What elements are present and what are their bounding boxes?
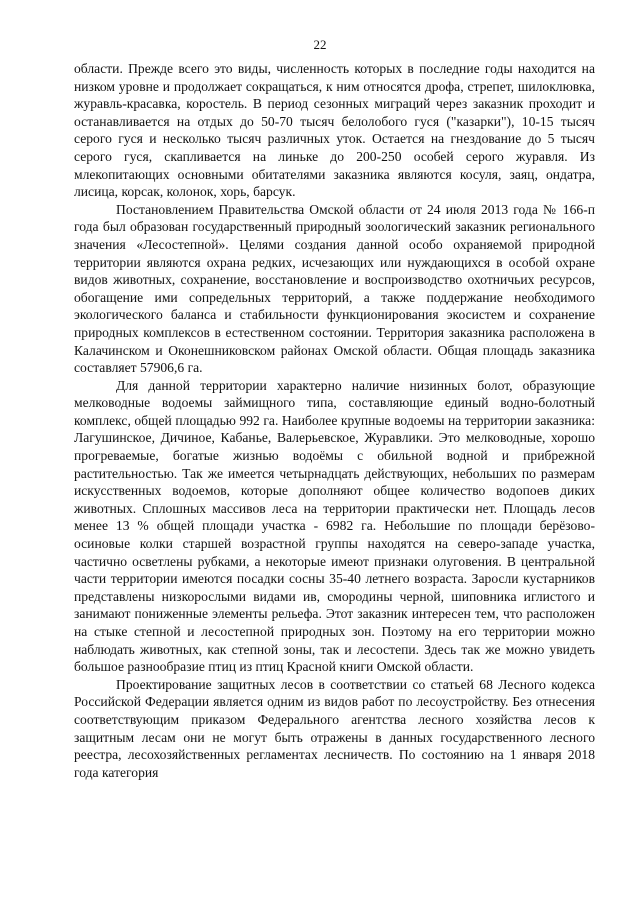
paragraph-2: Постановлением Правительства Омской области от 24 июля 2013 года № 166-п года был образован государственный природный зоологический заказник регионального значения «Лесостепной». Целями создания данной особо охраняемой природной территории являются охрана редких, исчезающих или нуждающихся в особой охране видов животных, сохранение, восстановление и воспроизводство охотничьих ресурсов, обогащение ими сопредельных территорий, а также поддержание необходимого экологического баланса и стабильности функционирования экосистем и сохранение природных комплексов в естественном состоянии. Территория заказника расположена в Калачинском и Оконешниковском районах Омской области. Общая площадь заказника составляет 57906,6 га.	[74, 201, 595, 376]
body-text	[74, 60, 595, 781]
page-number: 22	[313, 37, 327, 52]
paragraph-3: Для данной территории характерно наличие низинных болот, образующие мелководные водоемы займищного типа, составляющие единый водно-болотный комплекс, общей площадью 992 га. Наиболее крупные водоемы на территории заказника: Лагушинское, Дичиное, Кабанье, Валерьевское, Журавлики. Это мелководные, хорошо прогреваемые, богатые жизнью водоёмы с обильной водной и прибрежной растительностью. Так же имеется четырнадцать действующих, небольших по размерам искусственных водоемов, которые дополняют общее количество водопоев диких животных. Сплошных массивов леса на территории практически нет. Площадь лесов менее 13 % общей площади участка - 6982 га. Небольшие по площади берёзово- осиновые колки старшей возрастной группы находятся на северо-западе участка, частично осветлены рубками, а некоторые имеют признаки олуговения. В центральной части территории имеются посадки сосны 35-40 летнего возраста. Заросли кустарников представлены низкорослыми видами ив, смородины черной, шиповника иглистого и занимают пониженные элементы рельефа. Этот заказник интересен тем, что расположен на стыке степной и лесостепной природных зон. Поэтому на его территории можно наблюдать животных, как степной зоны, так и лесостепи. Здесь так же можно увидеть большое разнообразие птиц из птиц Красной книги Омской области.	[74, 377, 595, 675]
paragraph-1: области. Прежде всего это виды, численность которых в последние годы находится на низком уровне и продолжает сокращаться, к ним относятся дрофа, стрепет, шилоклювка, журавль-красавка, коростель. В период сезонных миграций через заказник проходит и останавливается на отдых до 50-70 тысяч белолобого гуся ("казарки"), 10-15 тысяч серого гуся и несколько тысяч различных уток. Остается на гнездование до 5 тысяч серого гуся, скапливается на линьке до 200-250 особей серого журавля. Из млекопитающих основными обитателями заказника являются косуля, заяц, ондатра, лисица, корсак, колонок, хорь, барсук.	[74, 61, 595, 200]
paragraph-4: Проектирование защитных лесов в соответствии со статьей 68 Лесного кодекса Российской Федерации является одним из видов работ по лесоустройству. Без отнесения соответствующим приказом Федерального агентства лесного хозяйства лесов к защитным лесам они не могут быть отражены в данных государственного лесного реестра, лесохозяйственных регламентах лесничеств. По состоянию на 1 января 2018 года категория	[74, 676, 595, 780]
